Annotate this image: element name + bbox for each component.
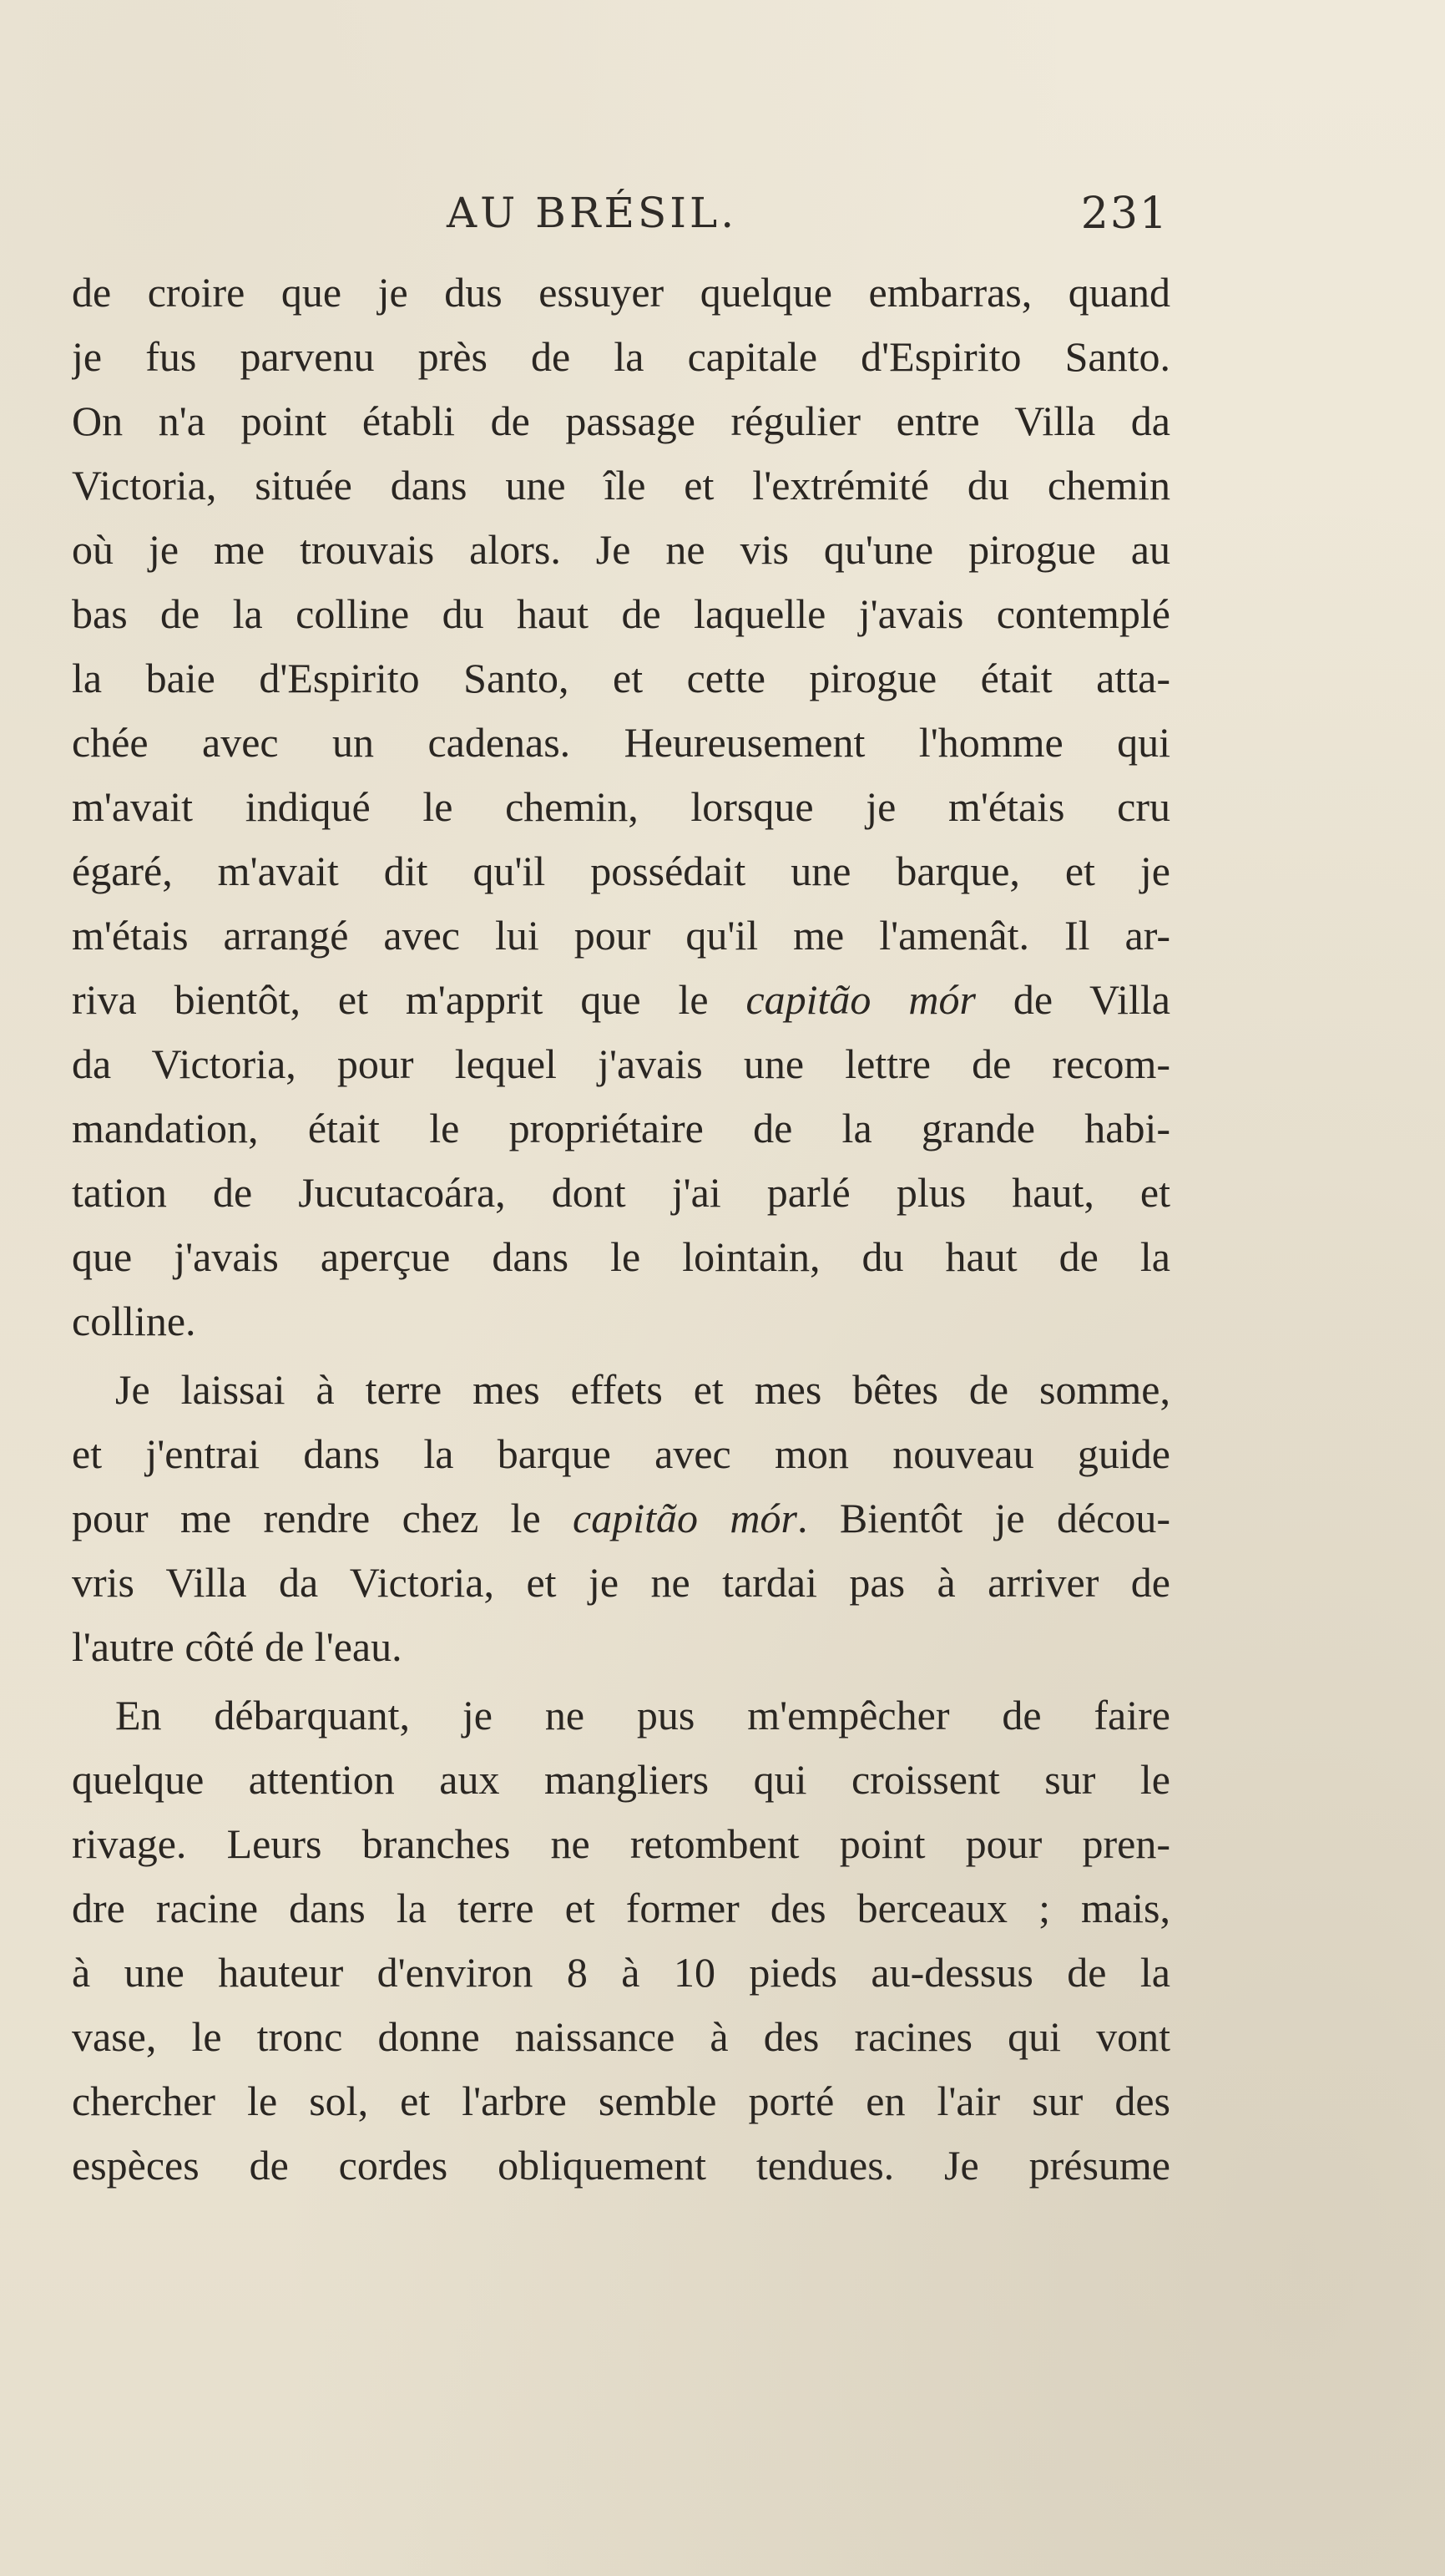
text-line: Je laissai à terre mes effets et mes bêtes de somme, (115, 1366, 1170, 1413)
page-header (67, 189, 1169, 247)
text-line: colline. (72, 1298, 196, 1344)
text-line: En débarquant, je ne pus m'empêcher de faire (115, 1692, 1170, 1738)
page-number: 231 (1080, 189, 1169, 239)
text-line: Victoria, située dans une île et l'extrémité du chemin (72, 462, 1170, 509)
text-line: dre racine dans la terre et former des berceaux ; mais, (72, 1885, 1170, 1931)
text-line: où je me trouvais alors. Je ne vis qu'une pirogue au (72, 526, 1170, 573)
text-line: quelque attention aux mangliers qui croissent sur le (72, 1756, 1170, 1803)
text-line: espèces de cordes obliquement tendues. Je présume (72, 2142, 1170, 2189)
text-line: mandation, était le propriétaire de la grande habi- (72, 1105, 1170, 1151)
text-line: que j'avais aperçue dans le lointain, du haut de la (72, 1233, 1170, 1280)
text-line: la baie d'Espirito Santo, et cette pirogue était atta- (72, 655, 1170, 701)
text-line: chée avec un cadenas. Heureusement l'homme qui (72, 719, 1170, 766)
text-line: tation de Jucutacoára, dont j'ai parlé plus haut, et (72, 1169, 1170, 1216)
text-line: à une hauteur d'environ 8 à 10 pieds au-dessus de la (72, 1949, 1170, 1996)
text-line-italic: riva bientôt, et m'apprit que le capitão mór de Villa (72, 976, 1170, 1023)
text-line: bas de la colline du haut de laquelle j'avais contemplé (72, 590, 1170, 637)
text-line-italic: pour me rendre chez le capitão mór. Bientôt je décou- (72, 1495, 1170, 1541)
text-line: de croire que je dus essuyer quelque embarras, quand (72, 269, 1170, 316)
text-line: l'autre côté de l'eau. (72, 1623, 402, 1670)
body-text (72, 261, 1170, 2198)
running-head: AU BRÉSIL. (447, 189, 738, 237)
text-line: m'avait indiqué le chemin, lorsque je m'étais cru (72, 783, 1170, 830)
text-line: chercher le sol, et l'arbre semble porté en l'air sur des (72, 2078, 1170, 2124)
text-line: et j'entrai dans la barque avec mon nouveau guide (72, 1430, 1170, 1477)
text-line: m'étais arrangé avec lui pour qu'il me l'amenât. Il ar- (72, 912, 1170, 959)
text-line: égaré, m'avait dit qu'il possédait une barque, et je (72, 848, 1170, 894)
italic-term: capitão mór (745, 976, 976, 1023)
text-line: vris Villa da Victoria, et je ne tardai pas à arriver de (72, 1559, 1170, 1606)
text-line: rivage. Leurs branches ne retombent point pour pren- (72, 1820, 1170, 1867)
italic-term: capitão mór (573, 1495, 797, 1541)
text-line: je fus parvenu près de la capitale d'Espirito Santo. (72, 333, 1170, 380)
text-line: vase, le tronc donne naissance à des racines qui vont (72, 2013, 1170, 2060)
text-line: da Victoria, pour lequel j'avais une lettre de recom- (72, 1040, 1170, 1087)
text-line: On n'a point établi de passage régulier entre Villa da (72, 397, 1170, 444)
